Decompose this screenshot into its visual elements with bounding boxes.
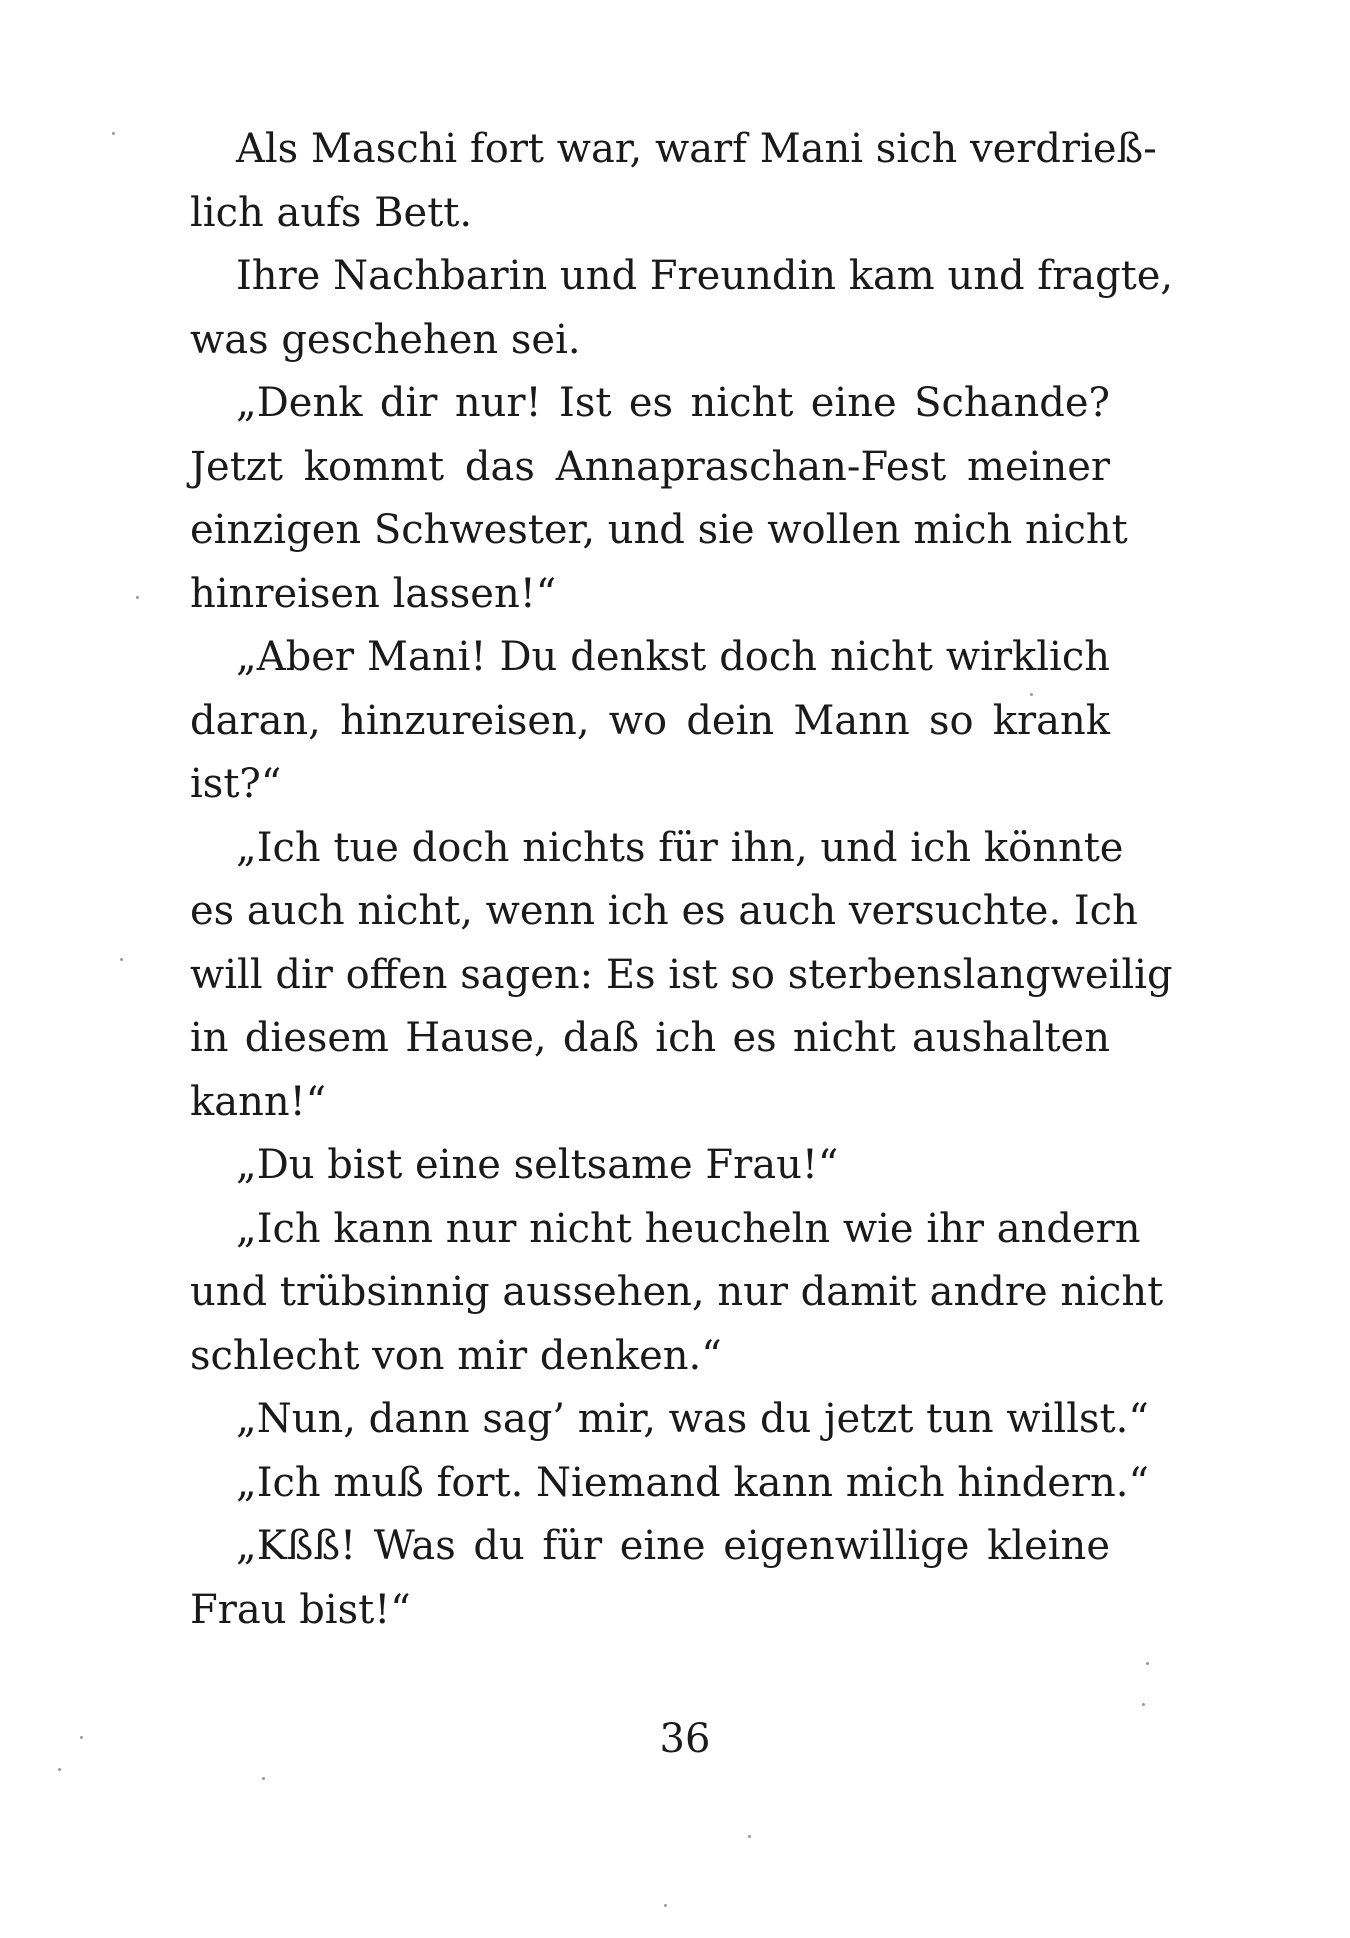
scan-speck — [58, 1768, 61, 1771]
page-number: 36 — [659, 1716, 711, 1762]
text-line: und trübsinnig aussehen, nur damit andre nicht — [190, 1269, 1164, 1315]
paragraph — [190, 1134, 1110, 1198]
text-line: was geschehen sei. — [190, 316, 581, 363]
text-line: lich aufs Bett. — [190, 189, 473, 236]
text-line: hinreisen lassen!“ — [190, 570, 557, 617]
text-line: schlecht von mir denken.“ — [190, 1332, 722, 1379]
paragraph — [190, 1388, 1149, 1452]
scan-speck — [1146, 1662, 1149, 1665]
text-line: „Du bist eine seltsame Frau!“ — [236, 1142, 839, 1188]
text-line: Als Maschi fort war, warf Mani sich verdrieß- — [236, 126, 1157, 172]
scan-speck — [120, 958, 123, 961]
text-line: einzigen Schwester, und sie wollen mich nicht — [190, 507, 1128, 553]
scan-speck — [748, 1835, 751, 1838]
scan-speck — [1142, 1703, 1145, 1706]
text-line: „Denk dir nur! Ist es nicht eine Schande? — [236, 380, 1110, 426]
text-line: „Nun, dann sag’ mir, was du jetzt tun willst.“ — [236, 1396, 1149, 1442]
scan-speck — [112, 132, 115, 135]
paragraph — [190, 372, 1128, 626]
text-line: „Ich tue doch nichts für ihn, und ich könnte — [236, 824, 1124, 871]
text-line: „Ich muß fort. Niemand kann mich hindern.“ — [236, 1459, 1149, 1506]
text-line: „Aber Mani! Du denkst doch nicht wirklich — [236, 634, 1110, 680]
text-line: in diesem Hause, daß ich es nicht aushalten — [190, 1015, 1110, 1061]
text-line: Jetzt kommt das Annapraschan-Fest meiner — [190, 443, 1110, 490]
text-line: „Kßß! Was du für eine eigenwillige kleine — [236, 1523, 1110, 1569]
text-line: kann!“ — [190, 1078, 327, 1125]
body-text — [190, 118, 1174, 1642]
paragraph — [190, 1452, 1149, 1516]
paragraph — [190, 817, 1173, 1135]
scan-speck — [262, 1777, 265, 1780]
scan-speck — [664, 1904, 667, 1907]
paragraph — [190, 626, 1110, 817]
text-line: „Ich kann nur nicht heucheln wie ihr andern — [236, 1205, 1141, 1252]
paragraph — [190, 1198, 1164, 1389]
scan-speck — [80, 1736, 83, 1739]
paragraph — [190, 118, 1157, 245]
scan-speck — [136, 596, 139, 599]
text-line: daran, hinzureisen, wo dein Mann so krank — [190, 697, 1110, 744]
text-line: will dir offen sagen: Es ist so sterbenslangweilig — [190, 951, 1173, 998]
text-line: Ihre Nachbarin und Freundin kam und fragte, — [236, 253, 1174, 299]
text-line: es auch nicht, wenn ich es auch versuchte. Ich — [190, 888, 1138, 934]
text-line: ist?“ — [190, 761, 282, 807]
scan-speck — [1030, 693, 1033, 696]
paragraph — [190, 1515, 1110, 1642]
text-line: Frau bist!“ — [190, 1586, 411, 1633]
paragraph — [190, 245, 1174, 372]
